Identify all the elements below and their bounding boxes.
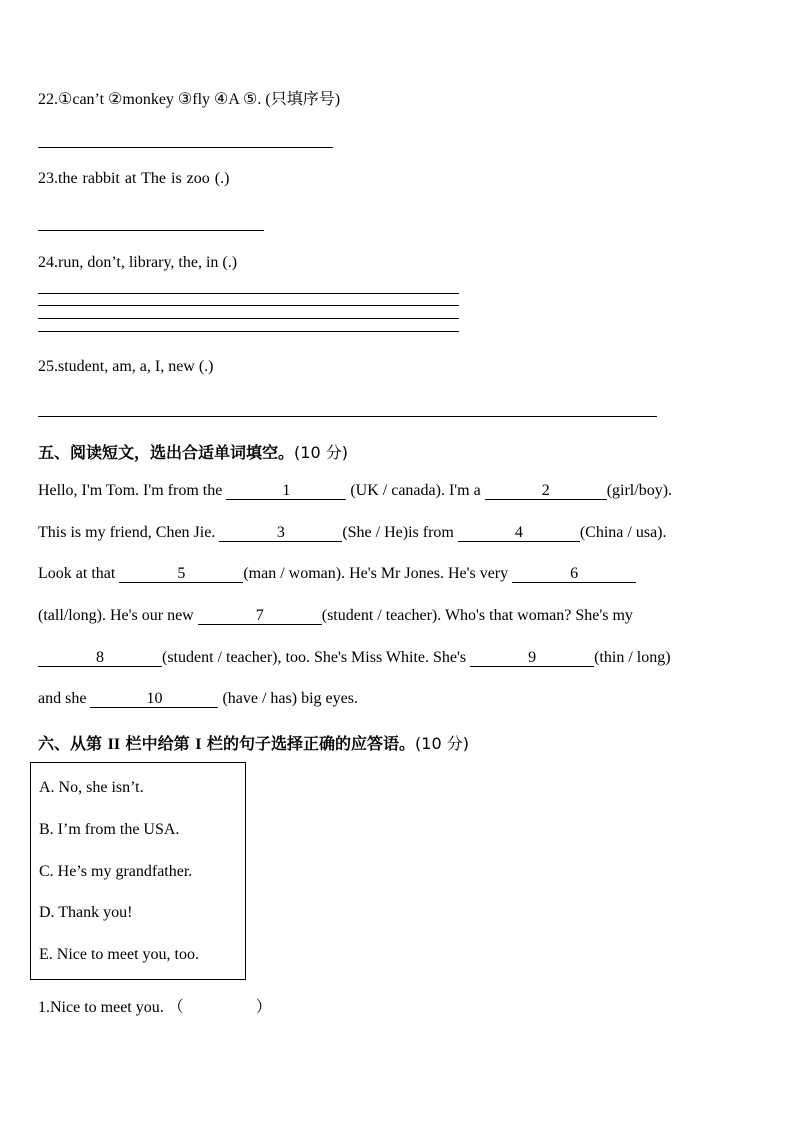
- answer-line-22[interactable]: [38, 147, 333, 148]
- passage-text: (China / usa).: [579, 524, 667, 541]
- section-6-title-c: 栏的句子选择正确的应答语。: [207, 734, 416, 753]
- fill-blank-6[interactable]: 6: [512, 565, 636, 583]
- option-d: D. Thank you!: [39, 904, 133, 921]
- fill-blank-1[interactable]: 1: [226, 482, 346, 500]
- section-5-title: 五、阅读短文，选出合适单词填空。: [38, 443, 295, 462]
- question-24: 24.run, don’t, library, the, in (.): [38, 254, 238, 271]
- fill-blank-4[interactable]: 4: [458, 524, 580, 542]
- passage-line-4: [38, 607, 633, 625]
- section-6-title-b: 栏中给第: [125, 734, 190, 753]
- option-c: C. He’s my grandfather.: [39, 863, 193, 880]
- passage-text: (student / teacher), too. She's Miss White. She's: [162, 649, 471, 666]
- passage-line-2: [38, 524, 667, 542]
- fill-blank-3[interactable]: 3: [219, 524, 342, 542]
- passage-text: Look at that: [38, 565, 120, 582]
- match-question-1: [38, 994, 272, 1017]
- passage-line-3: [38, 565, 636, 583]
- answer-line-24b[interactable]: [38, 305, 459, 306]
- fill-blank-2[interactable]: 2: [485, 482, 607, 500]
- passage-text: (girl/boy).: [606, 482, 673, 499]
- passage-text: (UK / canada). I'm a: [346, 482, 485, 499]
- section-6-title-a: 六、从第: [38, 734, 103, 753]
- question-23: 23.the rabbit at The is zoo (.): [38, 170, 230, 187]
- passage-text: (student / teacher). Who's that woman? She's my: [321, 607, 633, 624]
- option-b: B. I’m from the USA.: [39, 821, 180, 838]
- answer-options-box: [30, 762, 246, 980]
- question-25: 25.student, am, a, I, new (.): [38, 358, 214, 375]
- passage-text: (have / has) big eyes.: [218, 690, 358, 707]
- passage-text: (man / woman). He's Mr Jones. He's very: [243, 565, 513, 582]
- fill-blank-10[interactable]: 10: [90, 690, 218, 708]
- fill-blank-8[interactable]: 8: [38, 649, 162, 667]
- answer-paren-open: （: [167, 999, 184, 1016]
- answer-line-24d[interactable]: [38, 331, 459, 332]
- column-one-label: I: [195, 736, 202, 753]
- answer-line-23[interactable]: [38, 230, 264, 231]
- passage-text: and she: [38, 690, 91, 707]
- section-5-points: (10 分): [294, 443, 348, 462]
- match-question-1-text: 1.Nice to meet you.: [38, 999, 164, 1016]
- option-e: E. Nice to meet you, too.: [39, 946, 199, 963]
- fill-blank-7[interactable]: 7: [198, 607, 322, 625]
- passage-text: Hello, I'm Tom. I'm from the: [38, 482, 227, 499]
- passage-line-5: [38, 649, 671, 667]
- section-5-heading: [38, 440, 348, 463]
- passage-text: (She / He)is from: [342, 524, 458, 541]
- question-22: 22.①can’t ②monkey ③fly ④A ⑤. (只填序号): [38, 91, 341, 108]
- fill-blank-5[interactable]: 5: [119, 565, 243, 583]
- answer-paren-close: ）: [255, 999, 272, 1016]
- passage-text: This is my friend, Chen Jie.: [38, 524, 220, 541]
- answer-line-25[interactable]: [38, 416, 657, 417]
- section-6-points: (10 分): [415, 734, 469, 753]
- passage-line-1: [38, 482, 672, 500]
- column-two-label: II: [107, 736, 121, 753]
- answer-line-24c[interactable]: [38, 318, 459, 319]
- passage-text: (tall/long). He's our new: [38, 607, 198, 624]
- answer-line-24a[interactable]: [38, 293, 459, 294]
- fill-blank-9[interactable]: 9: [470, 649, 594, 667]
- passage-line-6: [38, 690, 358, 708]
- passage-text: (thin / long): [594, 649, 671, 666]
- option-a: A. No, she isn’t.: [39, 779, 144, 796]
- section-6-heading: [38, 731, 469, 754]
